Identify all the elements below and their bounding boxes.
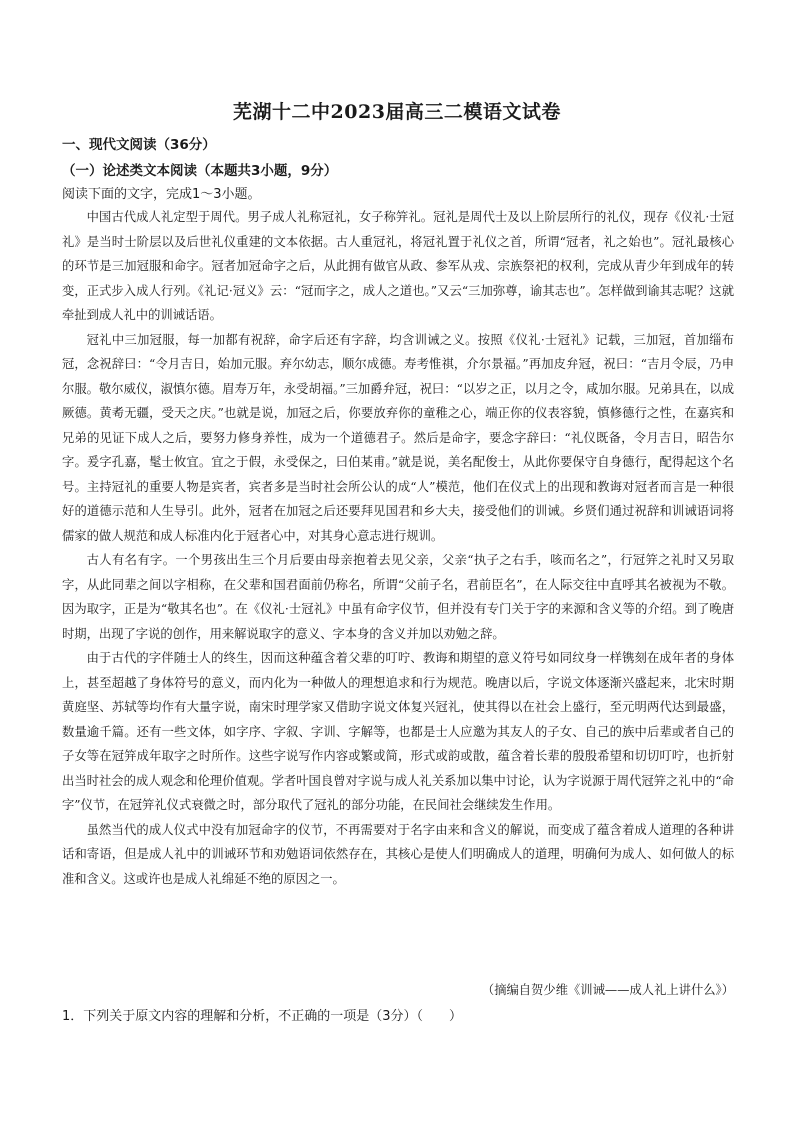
passage-paragraph: 虽然当代的成人仪式中没有加冠命字的仪节，不再需要对于名字由来和含义的解说，而变成了蕴含着成人道理的各种讲话和寄语，但是成人礼中的训诫环节和劝勉语词依然存在，其核心是使人们明确成人的道理，明确何为成人、如何做人的标准和含义。这或许也是成人礼绵延不绝的原因之一。 xyxy=(62,822,734,886)
section-heading: 一、现代文阅读（36分） xyxy=(62,137,216,153)
source-citation: （摘编自贺少维《训诫——成人礼上讲什么》） xyxy=(481,983,734,997)
exam-title: 芜湖十二中2023届高三二模语文试卷 xyxy=(233,101,561,123)
passage-body xyxy=(62,205,734,891)
question-1: 1．下列关于原文内容的理解和分析，不正确的一项是（3分）（ ） xyxy=(62,1009,463,1024)
passage-paragraph: 古人有名有字。一个男孩出生三个月后要由母亲抱着去见父亲，父亲“执子之右手，咳而名之”，行冠笄之礼时又另取字，从此同辈之间以字相称，在父辈和国君面前仍称名，所谓“父前子名，君前臣名”，在人际交往中直呼其名被视为不敬。因为取字，正是为“敬其名也”。在《仪礼·士冠礼》中虽有命字仪节，但并没有专门关于字的来源和含义等的介绍。到了晚唐时期，出现了字说的创作，用来解说取字的意义、字本身的含义并加以劝勉之辞。 xyxy=(62,553,734,641)
reading-instruction: 阅读下面的文字，完成1～3小题。 xyxy=(62,187,261,202)
subsection-heading: （一）论述类文本阅读（本题共3小题，9分） xyxy=(62,163,338,179)
passage-paragraph: 中国古代成人礼定型于周代。男子成人礼称冠礼，女子称笄礼。冠礼是周代士及以上阶层所行的礼仪，现存《仪礼·士冠礼》是当时士阶层以及后世礼仪重建的文本依据。古人重冠礼，将冠礼置于礼仪之首，所谓“冠者，礼之始也”。冠礼最核心的环节是三加冠服和命字。冠者加冠命字之后，从此拥有做官从政、参军从戎、宗族祭祀的权利，完成从青少年到成年的转变，正式步入成人行列。《礼记·冠义》云：“冠而字之，成人之道也。”又云“三加弥尊，谕其志也”。怎样做到谕其志呢？这就牵扯到成人礼中的训诫话语。 xyxy=(62,210,734,322)
passage-paragraph: 冠礼中三加冠服，每一加都有祝辞，命字后还有字辞，均含训诫之义。按照《仪礼·士冠礼》记载，三加冠，首加缁布冠，念祝辞曰：“令月吉日，始加元服。弃尔幼志，顺尔成德。寿考惟祺，介尔景福。”再加皮弁冠，祝曰：“吉月令辰，乃申尔服。敬尔威仪，淑慎尔德。眉寿万年，永受胡福。”三加爵弁冠，祝曰：“以岁之正，以月之令，咸加尔服。兄弟具在，以成厥德。黄耇无疆，受天之庆。”也就是说，加冠之后，你要放弃你的童稚之心，端正你的仪表容貌，慎修德行之性，在嘉宾和兄弟的见证下成人之后，要努力修身养性，成为一个道德君子。然后是命字，要念字辞曰：“礼仪既备，令月吉日，昭告尔字。爰字孔嘉，髦士攸宜。宜之于假，永受保之，曰伯某甫。”就是说，美名配俊士，从此你要保守自身德行，配得起这个名号。主持冠礼的重要人物是宾者，宾者多是当时社会所公认的成“人”模范，他们在仪式上的出现和教诲对冠者而言是一种很好的道德示范和人生导引。此外，冠者在加冠之后还要拜见国君和乡大夫，接受他们的训诫。乡贤们通过祝辞和训诫语词将儒家的做人规范和成人标准内化于冠者心中，对其身心意志进行规训。 xyxy=(62,332,734,543)
passage-paragraph: 由于古代的字伴随士人的终生，因而这种蕴含着父辈的叮咛、教诲和期望的意义符号如同纹身一样镌刻在成年者的身体上，甚至超越了身体符号的意义，而内化为一种做人的理想追求和行为规范。晚唐以后，字说文体逐渐兴盛起来，北宋时期黄庭坚、苏轼等均作有大量字说，南宋时理学家又借助字说文体复兴冠礼，使其得以在社会上盛行，至元明两代达到最盛，数量逾千篇。还有一些文体，如字序、字叙、字训、字解等，也都是士人应邀为其友人的子女、自己的族中后辈或者自己的子女等在冠笄成年取字之时所作。这些字说写作内容或繁或简，形式或韵或散，蕴含着长辈的殷殷希望和切切叮咛，也折射出当时社会的成人观念和伦理价值观。学者叶国良曾对字说与成人礼关系加以集中讨论，认为字说源于周代冠笄之礼中的“命字”仪节，在冠笄礼仪式衰微之时，部分取代了冠礼的部分功能，在民间社会继续发生作用。 xyxy=(62,651,734,812)
